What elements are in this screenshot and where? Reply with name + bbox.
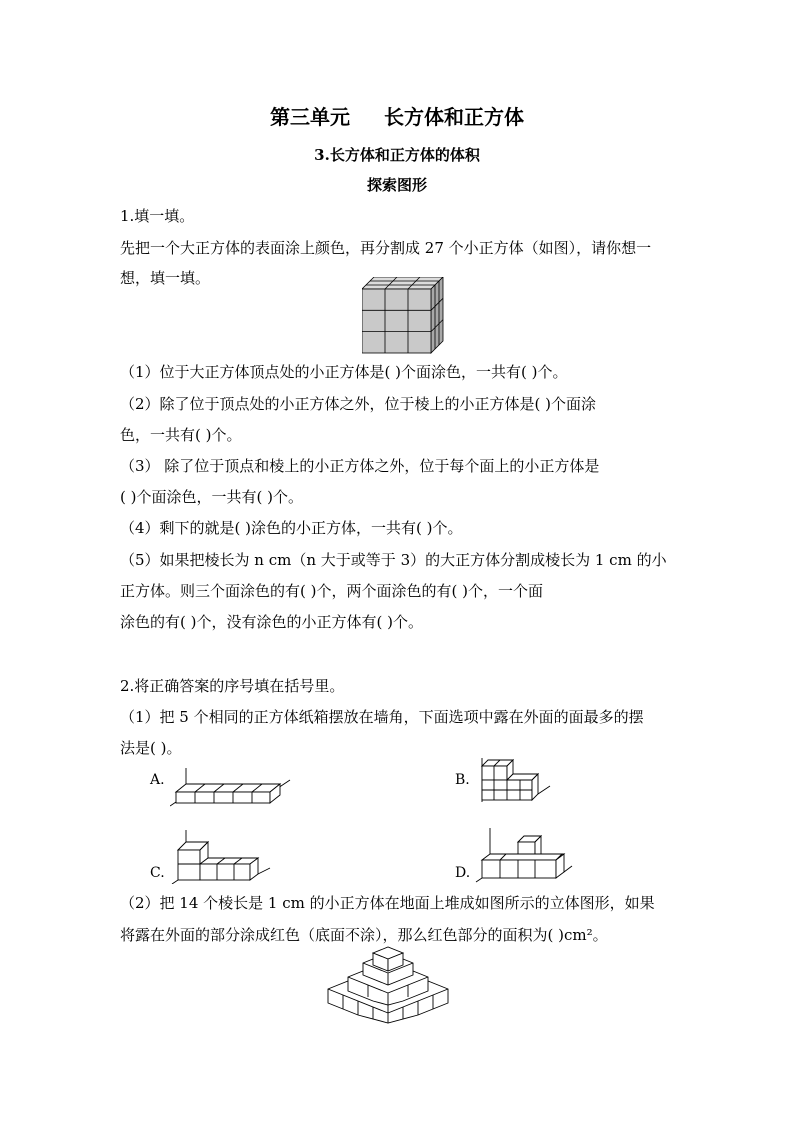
q1-item1-line1: （1）位于大正方体顶点处的小正方体是( )个面涂色，一共有( )个。 — [120, 363, 568, 381]
option-b-label: B. — [455, 772, 470, 788]
unit-label: 第三单元 — [270, 105, 350, 129]
pyramid-figure — [326, 943, 450, 1025]
q2-title: 2.将正确答案的序号填在括号里。 — [120, 677, 345, 695]
option-c-label: C. — [150, 865, 165, 881]
q1-item5-line3: 涂色的有( )个，没有涂色的小正方体有( )个。 — [120, 613, 423, 631]
q1-item2-line2: 色，一共有( )个。 — [120, 426, 242, 444]
q2-p2-line1: （2）把 14 个棱长是 1 cm 的小正方体在地面上堆成如图所示的立体图形，如果 — [120, 894, 655, 912]
option-b-figure — [470, 756, 554, 806]
unit-title: 长方体和正方体 — [384, 105, 524, 129]
q2-p1-line1: （1）把 5 个相同的正方体纸箱摆放在墙角，下面选项中露在外面的面最多的摆 — [120, 708, 644, 726]
section-title: 3.长方体和正方体的体积 — [314, 146, 480, 164]
q1-title: 1.填一填。 — [120, 207, 195, 225]
option-d-figure — [472, 828, 576, 884]
option-a-figure — [170, 766, 294, 808]
q1-item3-line1: （3） 除了位于顶点和棱上的小正方体之外，位于每个面上的小正方体是 — [120, 457, 600, 475]
topic-title: 探索图形 — [366, 176, 427, 194]
option-d-label: D. — [455, 865, 471, 881]
q1-item2-line1: （2）除了位于顶点处的小正方体之外，位于棱上的小正方体是( )个面涂 — [120, 395, 597, 413]
q1-item5-line1: （5）如果把棱长为 n cm（n 大于或等于 3）的大正方体分割成棱长为 1 cm 的小 — [120, 551, 667, 569]
option-c-figure — [170, 830, 274, 884]
unit-heading — [0, 104, 794, 130]
q1-intro-line1: 先把一个大正方体的表面涂上颜色，再分割成 27 个小正方体（如图），请你想一 — [120, 239, 652, 257]
q1-item3-line2: ( )个面涂色，一共有( )个。 — [120, 488, 303, 506]
q1-item4-line1: （4）剩下的就是( )涂色的小正方体，一共有( )个。 — [120, 519, 463, 537]
q2-p2-line2: 将露在外面的部分涂成红色（底面不涂），那么红色部分的面积为( )cm²。 — [120, 926, 608, 944]
q2-p1-line2: 法是( )。 — [120, 739, 182, 757]
cube-figure — [362, 277, 444, 355]
q1-item5-line2: 正方体。则三个面涂色的有( )个，两个面涂色的有( )个，一个面 — [120, 582, 543, 600]
q1-intro-line2: 想，填一填。 — [120, 269, 211, 287]
option-a-label: A. — [150, 772, 165, 788]
